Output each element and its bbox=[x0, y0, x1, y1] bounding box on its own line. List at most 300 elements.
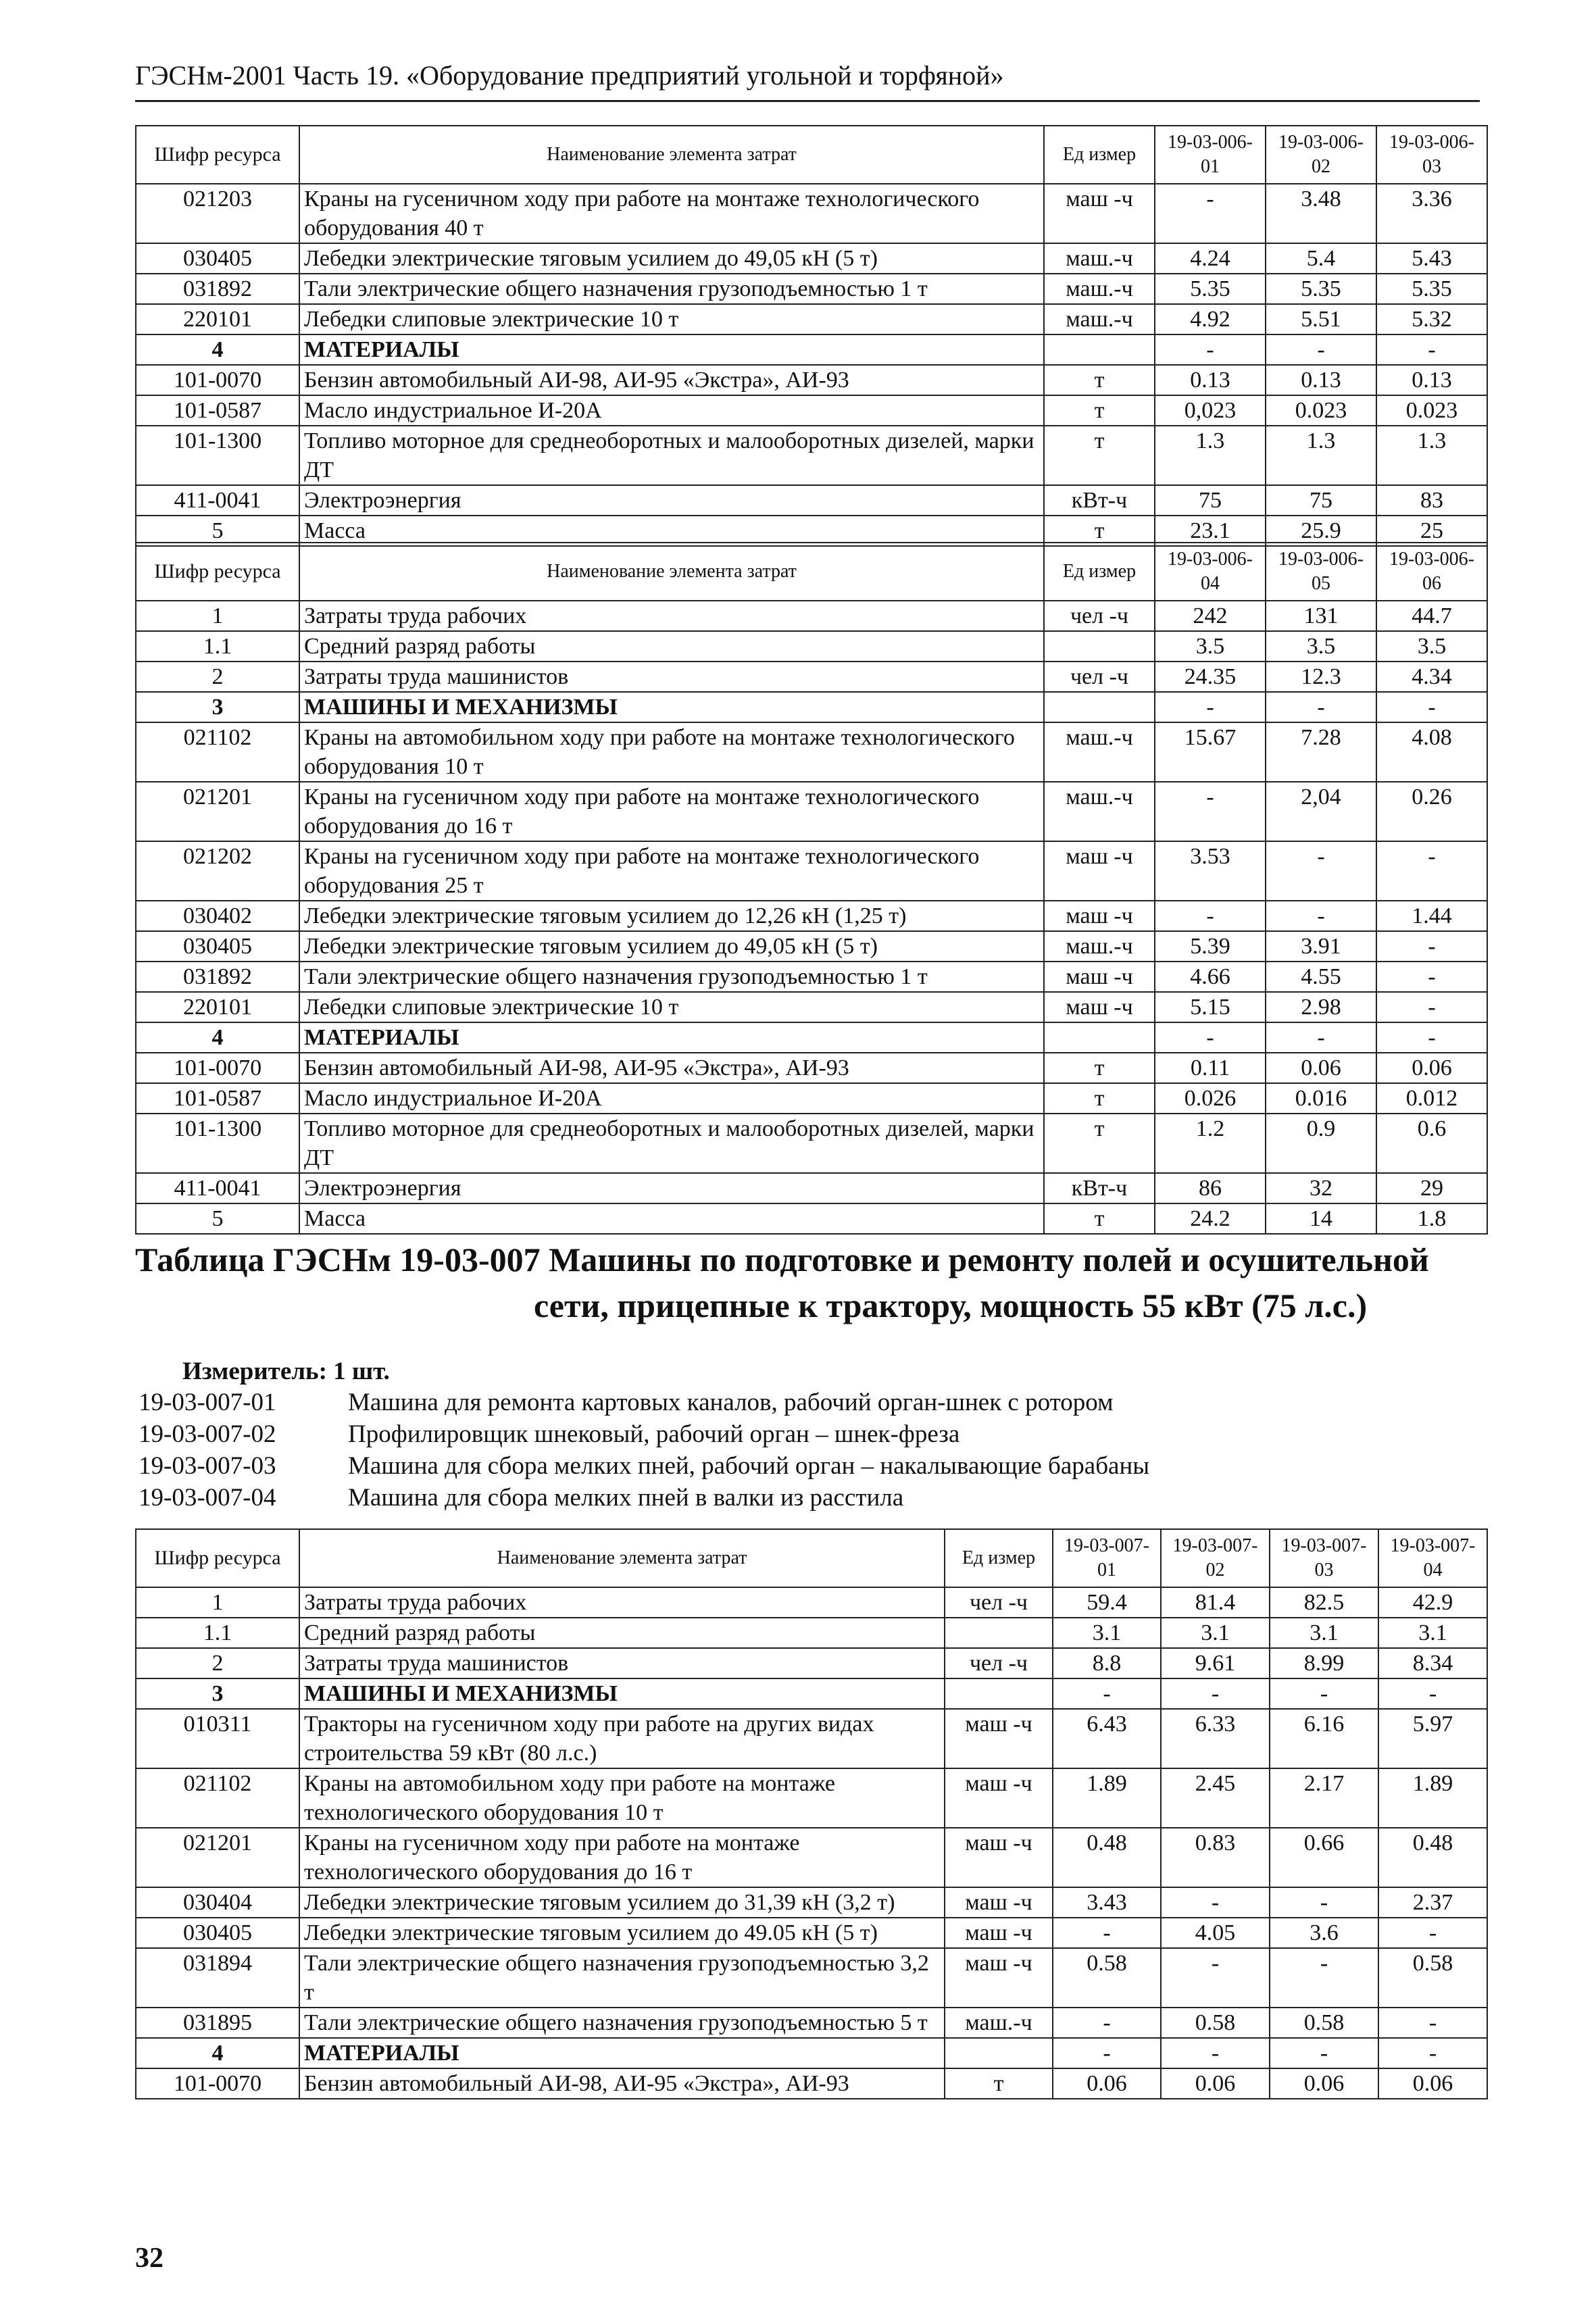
unit: т bbox=[1044, 395, 1155, 426]
value-variant-3: - bbox=[1376, 962, 1487, 992]
table-row bbox=[136, 395, 1487, 426]
table-body bbox=[136, 601, 1487, 1234]
value-variant-1: - bbox=[1155, 1022, 1266, 1053]
unit: маш -ч bbox=[1044, 992, 1155, 1022]
value-variant-1: - bbox=[1155, 334, 1266, 365]
resource-code: 5 bbox=[136, 516, 299, 546]
value-variant-3: 1.3 bbox=[1376, 426, 1487, 485]
table-body bbox=[136, 184, 1487, 546]
value-variant-2: - bbox=[1266, 901, 1376, 931]
variant-row bbox=[139, 1450, 1149, 1482]
value-variant-1: 5.15 bbox=[1155, 992, 1266, 1022]
section-title-line-2: сети, прицепные к трактору, мощность 55 кВт (75 л.с.) bbox=[534, 1287, 1368, 1324]
meter-label: Измеритель: bbox=[182, 1358, 327, 1385]
value-variant-3: 82.5 bbox=[1270, 1587, 1378, 1618]
value-variant-3: 5.35 bbox=[1376, 274, 1487, 304]
value-variant-4: 0.48 bbox=[1378, 1828, 1487, 1887]
variant-text: Машина для сбора мелких пней в валки из расстила bbox=[348, 1484, 904, 1512]
value-variant-2: 9.61 bbox=[1161, 1648, 1270, 1678]
value-variant-2: 12.3 bbox=[1266, 662, 1376, 692]
variant-text: Профилировщик шнековый, рабочий орган – шнек-фреза bbox=[348, 1420, 960, 1448]
value-variant-3: - bbox=[1270, 1887, 1378, 1918]
table-row bbox=[136, 962, 1487, 992]
value-variant-1: 0.11 bbox=[1155, 1053, 1266, 1083]
value-variant-2: 75 bbox=[1266, 485, 1376, 516]
table-row bbox=[136, 1887, 1487, 1918]
col-header-variant-2: 19-03-006-05 bbox=[1266, 543, 1376, 601]
value-variant-3: - bbox=[1376, 992, 1487, 1022]
value-variant-3: 44.7 bbox=[1376, 601, 1487, 631]
running-header: ГЭСНм-2001 Часть 19. «Оборудование предприятий угольной и торфяной» bbox=[135, 60, 1004, 91]
value-variant-2: - bbox=[1161, 1887, 1270, 1918]
col-header-name: Наименование элемента затрат bbox=[299, 126, 1044, 184]
resource-code: 101-1300 bbox=[136, 1114, 299, 1173]
item-name: МАШИНЫ И МЕХАНИЗМЫ bbox=[299, 1678, 945, 1709]
item-name: Краны на гусеничном ходу при работе на монтаже технологического оборудования до 16 т bbox=[299, 782, 1044, 841]
table-row bbox=[136, 722, 1487, 782]
value-variant-1: 1.2 bbox=[1155, 1114, 1266, 1173]
value-variant-2: 25.9 bbox=[1266, 516, 1376, 546]
col-header-code: Шифр ресурса bbox=[136, 1529, 299, 1587]
value-variant-2: 2.45 bbox=[1161, 1768, 1270, 1828]
item-name: Лебедки слиповые электрические 10 т bbox=[299, 304, 1044, 334]
resource-code: 1 bbox=[136, 1587, 299, 1618]
value-variant-2: 0.13 bbox=[1266, 365, 1376, 395]
value-variant-1: 0.58 bbox=[1053, 1948, 1161, 2008]
value-variant-1: 1.89 bbox=[1053, 1768, 1161, 1828]
resource-code: 030405 bbox=[136, 243, 299, 274]
value-variant-2: 3.5 bbox=[1266, 631, 1376, 662]
unit: чел -ч bbox=[945, 1587, 1053, 1618]
col-header-variant-1: 19-03-006-01 bbox=[1155, 126, 1266, 184]
value-variant-2: 2,04 bbox=[1266, 782, 1376, 841]
value-variant-3: - bbox=[1270, 1678, 1378, 1709]
col-header-name: Наименование элемента затрат bbox=[299, 543, 1044, 601]
unit: маш -ч bbox=[1044, 841, 1155, 901]
variant-row bbox=[139, 1482, 1149, 1514]
value-variant-1: 1.3 bbox=[1155, 426, 1266, 485]
value-variant-2: 5.35 bbox=[1266, 274, 1376, 304]
item-name: Тали электрические общего назначения грузоподъемностью 3,2 т bbox=[299, 1948, 945, 2008]
value-variant-2: 4.05 bbox=[1161, 1918, 1270, 1948]
unit: маш -ч bbox=[945, 1887, 1053, 1918]
table-section-row bbox=[136, 334, 1487, 365]
item-name: Лебедки электрические тяговым усилием до 49,05 кН (5 т) bbox=[299, 243, 1044, 274]
unit: чел -ч bbox=[1044, 601, 1155, 631]
value-variant-1: 8.8 bbox=[1053, 1648, 1161, 1678]
header-rule bbox=[135, 100, 1480, 102]
variant-row bbox=[139, 1418, 1149, 1450]
value-variant-3: 5.43 bbox=[1376, 243, 1487, 274]
value-variant-2: 2.98 bbox=[1266, 992, 1376, 1022]
value-variant-3: 29 bbox=[1376, 1173, 1487, 1203]
value-variant-2: - bbox=[1161, 2038, 1270, 2068]
resource-code: 411-0041 bbox=[136, 485, 299, 516]
value-variant-2: 0.58 bbox=[1161, 2008, 1270, 2038]
section-title bbox=[135, 1237, 1487, 1328]
value-variant-3: 1.8 bbox=[1376, 1203, 1487, 1234]
value-variant-3: 0.06 bbox=[1376, 1053, 1487, 1083]
value-variant-4: 8.34 bbox=[1378, 1648, 1487, 1678]
value-variant-3: 8.99 bbox=[1270, 1648, 1378, 1678]
value-variant-3: - bbox=[1376, 841, 1487, 901]
variant-text: Машина для сбора мелких пней, рабочий орган – накалывающие барабаны bbox=[348, 1452, 1150, 1480]
value-variant-1: 4.24 bbox=[1155, 243, 1266, 274]
resource-code: 021202 bbox=[136, 841, 299, 901]
table-19-03-006-04-06 bbox=[135, 542, 1488, 1235]
value-variant-1: - bbox=[1155, 782, 1266, 841]
col-header-variant-3: 19-03-006-06 bbox=[1376, 543, 1487, 601]
resource-code: 220101 bbox=[136, 992, 299, 1022]
value-variant-3: - bbox=[1270, 2038, 1378, 2068]
unit: маш -ч bbox=[945, 1918, 1053, 1948]
unit: т bbox=[1044, 516, 1155, 546]
table-row bbox=[136, 662, 1487, 692]
item-name: Масса bbox=[299, 1203, 1044, 1234]
unit: маш -ч bbox=[945, 1709, 1053, 1768]
value-variant-2: 0.9 bbox=[1266, 1114, 1376, 1173]
variant-row bbox=[139, 1387, 1149, 1418]
table-19-03-006-01-03 bbox=[135, 125, 1488, 547]
col-header-variant-2: 19-03-007-02 bbox=[1161, 1529, 1270, 1587]
value-variant-1: 86 bbox=[1155, 1173, 1266, 1203]
unit: т bbox=[1044, 1083, 1155, 1114]
value-variant-2: 1.3 bbox=[1266, 426, 1376, 485]
value-variant-3: - bbox=[1376, 931, 1487, 962]
unit: маш.-ч bbox=[1044, 931, 1155, 962]
table-row bbox=[136, 782, 1487, 841]
col-header-code: Шифр ресурса bbox=[136, 126, 299, 184]
table-row bbox=[136, 1203, 1487, 1234]
resource-code: 031892 bbox=[136, 274, 299, 304]
resource-code: 4 bbox=[136, 334, 299, 365]
value-variant-3: 0.58 bbox=[1270, 2008, 1378, 2038]
resource-code: 3 bbox=[136, 1678, 299, 1709]
unit: т bbox=[1044, 365, 1155, 395]
unit: т bbox=[1044, 426, 1155, 485]
col-header-unit: Ед измер bbox=[1044, 543, 1155, 601]
resource-code: 030405 bbox=[136, 931, 299, 962]
value-variant-2: - bbox=[1161, 1948, 1270, 2008]
value-variant-1: 15.67 bbox=[1155, 722, 1266, 782]
value-variant-3: 0.13 bbox=[1376, 365, 1487, 395]
table-row bbox=[136, 184, 1487, 243]
item-name: МАТЕРИАЛЫ bbox=[299, 1022, 1044, 1053]
item-name: Лебедки слиповые электрические 10 т bbox=[299, 992, 1044, 1022]
table-row bbox=[136, 601, 1487, 631]
value-variant-1: 0,023 bbox=[1155, 395, 1266, 426]
value-variant-2: - bbox=[1266, 841, 1376, 901]
value-variant-1: - bbox=[1155, 692, 1266, 722]
value-variant-1: 5.35 bbox=[1155, 274, 1266, 304]
table-row bbox=[136, 2068, 1487, 2099]
unit: маш.-ч bbox=[1044, 304, 1155, 334]
unit bbox=[945, 1678, 1053, 1709]
item-name: Краны на гусеничном ходу при работе на монтаже технологического оборудования 25 т bbox=[299, 841, 1044, 901]
value-variant-3: 0.6 bbox=[1376, 1114, 1487, 1173]
value-variant-1: 0.13 bbox=[1155, 365, 1266, 395]
item-name: Бензин автомобильный АИ-98, АИ-95 «Экстра», АИ-93 bbox=[299, 1053, 1044, 1083]
col-header-variant-1: 19-03-006-04 bbox=[1155, 543, 1266, 601]
col-header-variant-2: 19-03-006-02 bbox=[1266, 126, 1376, 184]
table-row bbox=[136, 1768, 1487, 1828]
resource-code: 220101 bbox=[136, 304, 299, 334]
value-variant-1: - bbox=[1155, 184, 1266, 243]
unit: маш.-ч bbox=[1044, 782, 1155, 841]
item-name: МАШИНЫ И МЕХАНИЗМЫ bbox=[299, 692, 1044, 722]
value-variant-3: 0.66 bbox=[1270, 1828, 1378, 1887]
unit: т bbox=[945, 2068, 1053, 2099]
resource-code: 2 bbox=[136, 1648, 299, 1678]
value-variant-2: - bbox=[1266, 692, 1376, 722]
value-variant-2: - bbox=[1266, 334, 1376, 365]
table-row bbox=[136, 1083, 1487, 1114]
item-name: Краны на гусеничном ходу при работе на монтаже технологического оборудования 40 т bbox=[299, 184, 1044, 243]
value-variant-1: 0.06 bbox=[1053, 2068, 1161, 2099]
table-section-row bbox=[136, 1022, 1487, 1053]
variant-list bbox=[139, 1387, 1149, 1514]
item-name: Электроэнергия bbox=[299, 1173, 1044, 1203]
item-name: Краны на автомобильном ходу при работе на монтаже технологического оборудования 10 т bbox=[299, 1768, 945, 1828]
table-row bbox=[136, 485, 1487, 516]
item-name: Затраты труда машинистов bbox=[299, 662, 1044, 692]
value-variant-4: 1.89 bbox=[1378, 1768, 1487, 1828]
item-name: Электроэнергия bbox=[299, 485, 1044, 516]
meter-value: 1 шт. bbox=[333, 1358, 390, 1385]
resource-code: 021102 bbox=[136, 722, 299, 782]
value-variant-2: 3.48 bbox=[1266, 184, 1376, 243]
item-name: МАТЕРИАЛЫ bbox=[299, 334, 1044, 365]
value-variant-1: 23.1 bbox=[1155, 516, 1266, 546]
value-variant-2: 14 bbox=[1266, 1203, 1376, 1234]
unit: маш -ч bbox=[1044, 184, 1155, 243]
resource-code: 021201 bbox=[136, 1828, 299, 1887]
value-variant-3: 5.32 bbox=[1376, 304, 1487, 334]
resource-code: 4 bbox=[136, 1022, 299, 1053]
table-row bbox=[136, 1053, 1487, 1083]
unit: т bbox=[1044, 1114, 1155, 1173]
value-variant-3: - bbox=[1376, 692, 1487, 722]
item-name: Тали электрические общего назначения грузоподъемностью 1 т bbox=[299, 962, 1044, 992]
value-variant-2: 7.28 bbox=[1266, 722, 1376, 782]
unit: кВт-ч bbox=[1044, 485, 1155, 516]
unit: чел -ч bbox=[945, 1648, 1053, 1678]
resource-code: 031895 bbox=[136, 2008, 299, 2038]
table-row bbox=[136, 1709, 1487, 1768]
unit: маш -ч bbox=[1044, 962, 1155, 992]
table-row bbox=[136, 1918, 1487, 1948]
item-name: Бензин автомобильный АИ-98, АИ-95 «Экстра», АИ-93 bbox=[299, 365, 1044, 395]
col-header-variant-1: 19-03-007-01 bbox=[1053, 1529, 1161, 1587]
table-row bbox=[136, 992, 1487, 1022]
variant-code: 19-03-007-04 bbox=[139, 1484, 276, 1512]
table-row bbox=[136, 1587, 1487, 1618]
unit: маш.-ч bbox=[1044, 722, 1155, 782]
unit: маш.-ч bbox=[1044, 274, 1155, 304]
resource-code: 030405 bbox=[136, 1918, 299, 1948]
value-variant-2: 131 bbox=[1266, 601, 1376, 631]
value-variant-2: 32 bbox=[1266, 1173, 1376, 1203]
resource-code: 101-1300 bbox=[136, 426, 299, 485]
item-name: Затраты труда машинистов bbox=[299, 1648, 945, 1678]
table-row bbox=[136, 841, 1487, 901]
value-variant-4: 5.97 bbox=[1378, 1709, 1487, 1768]
value-variant-4: 3.1 bbox=[1378, 1618, 1487, 1648]
value-variant-3: 3.6 bbox=[1270, 1918, 1378, 1948]
value-variant-3: 3.1 bbox=[1270, 1618, 1378, 1648]
resource-code: 031892 bbox=[136, 962, 299, 992]
variant-code: 19-03-007-03 bbox=[139, 1452, 276, 1480]
value-variant-2: - bbox=[1266, 1022, 1376, 1053]
meter bbox=[182, 1357, 390, 1386]
resource-code: 3 bbox=[136, 692, 299, 722]
variant-code: 19-03-007-02 bbox=[139, 1420, 276, 1448]
table-section-row bbox=[136, 1678, 1487, 1709]
value-variant-4: 0.06 bbox=[1378, 2068, 1487, 2099]
value-variant-3: 1.44 bbox=[1376, 901, 1487, 931]
unit bbox=[945, 2038, 1053, 2068]
value-variant-1: 24.35 bbox=[1155, 662, 1266, 692]
value-variant-1: 3.43 bbox=[1053, 1887, 1161, 1918]
value-variant-1: 6.43 bbox=[1053, 1709, 1161, 1768]
item-name: Краны на автомобильном ходу при работе на монтаже технологического оборудования 10 т bbox=[299, 722, 1044, 782]
item-name: Тали электрические общего назначения грузоподъемностью 1 т bbox=[299, 274, 1044, 304]
value-variant-2: 81.4 bbox=[1161, 1587, 1270, 1618]
value-variant-1: 0.026 bbox=[1155, 1083, 1266, 1114]
item-name: Бензин автомобильный АИ-98, АИ-95 «Экстра», АИ-93 bbox=[299, 2068, 945, 2099]
item-name: Лебедки электрические тяговым усилием до 49.05 кН (5 т) bbox=[299, 1918, 945, 1948]
value-variant-2: 0.016 bbox=[1266, 1083, 1376, 1114]
value-variant-1: - bbox=[1053, 2008, 1161, 2038]
table-row bbox=[136, 304, 1487, 334]
value-variant-2: 3.91 bbox=[1266, 931, 1376, 962]
value-variant-1: 3.53 bbox=[1155, 841, 1266, 901]
item-name: Тали электрические общего назначения грузоподъемностью 5 т bbox=[299, 2008, 945, 2038]
value-variant-4: 2.37 bbox=[1378, 1887, 1487, 1918]
value-variant-2: 5.51 bbox=[1266, 304, 1376, 334]
unit bbox=[1044, 692, 1155, 722]
value-variant-3: 25 bbox=[1376, 516, 1487, 546]
value-variant-1: 4.66 bbox=[1155, 962, 1266, 992]
unit: маш -ч bbox=[945, 1828, 1053, 1887]
value-variant-3: 3.36 bbox=[1376, 184, 1487, 243]
col-header-variant-3: 19-03-007-03 bbox=[1270, 1529, 1378, 1587]
unit bbox=[1044, 334, 1155, 365]
item-name: Топливо моторное для среднеоборотных и малооборотных дизелей, марки ДТ bbox=[299, 426, 1044, 485]
resource-code: 1.1 bbox=[136, 1618, 299, 1648]
resource-code: 1 bbox=[136, 601, 299, 631]
table-row bbox=[136, 1828, 1487, 1887]
value-variant-3: 4.08 bbox=[1376, 722, 1487, 782]
resource-code: 030404 bbox=[136, 1887, 299, 1918]
col-header-unit: Ед измер bbox=[945, 1529, 1053, 1587]
variant-text: Машина для ремонта картовых каналов, рабочий орган-шнек с ротором bbox=[348, 1389, 1114, 1416]
value-variant-4: 0.58 bbox=[1378, 1948, 1487, 2008]
table-row bbox=[136, 631, 1487, 662]
table-row bbox=[136, 1173, 1487, 1203]
table-body bbox=[136, 1587, 1487, 2099]
value-variant-3: - bbox=[1270, 1948, 1378, 2008]
unit: т bbox=[1044, 1053, 1155, 1083]
table-row bbox=[136, 365, 1487, 395]
resource-code: 030402 bbox=[136, 901, 299, 931]
resource-code: 101-0587 bbox=[136, 1083, 299, 1114]
value-variant-1: 5.39 bbox=[1155, 931, 1266, 962]
resource-code: 021203 bbox=[136, 184, 299, 243]
item-name: Масло индустриальное И-20А bbox=[299, 1083, 1044, 1114]
item-name: Масса bbox=[299, 516, 1044, 546]
resource-code: 010311 bbox=[136, 1709, 299, 1768]
table-row bbox=[136, 1648, 1487, 1678]
item-name: Топливо моторное для среднеоборотных и малооборотных дизелей, марки ДТ bbox=[299, 1114, 1044, 1173]
value-variant-3: - bbox=[1376, 334, 1487, 365]
unit: маш -ч bbox=[945, 1768, 1053, 1828]
resource-code: 101-0070 bbox=[136, 2068, 299, 2099]
unit bbox=[945, 1618, 1053, 1648]
value-variant-2: 3.1 bbox=[1161, 1618, 1270, 1648]
unit: маш.-ч bbox=[945, 2008, 1053, 2038]
item-name: Тракторы на гусеничном ходу при работе на других видах строительства 59 кВт (80 л.с.) bbox=[299, 1709, 945, 1768]
page-number: 32 bbox=[135, 2243, 164, 2274]
item-name: Затраты труда рабочих bbox=[299, 601, 1044, 631]
resource-code: 4 bbox=[136, 2038, 299, 2068]
value-variant-4: - bbox=[1378, 1678, 1487, 1709]
unit: маш -ч bbox=[945, 1948, 1053, 2008]
value-variant-1: - bbox=[1155, 901, 1266, 931]
value-variant-3: 6.16 bbox=[1270, 1709, 1378, 1768]
value-variant-1: - bbox=[1053, 1918, 1161, 1948]
unit: т bbox=[1044, 1203, 1155, 1234]
variant-code: 19-03-007-01 bbox=[139, 1389, 276, 1416]
table-section-row bbox=[136, 692, 1487, 722]
unit: маш -ч bbox=[1044, 901, 1155, 931]
value-variant-2: 0.06 bbox=[1266, 1053, 1376, 1083]
value-variant-1: 24.2 bbox=[1155, 1203, 1266, 1234]
resource-code: 021201 bbox=[136, 782, 299, 841]
item-name: Лебедки электрические тяговым усилием до 31,39 кН (3,2 т) bbox=[299, 1887, 945, 1918]
item-name: Лебедки электрические тяговым усилием до 12,26 кН (1,25 т) bbox=[299, 901, 1044, 931]
value-variant-4: - bbox=[1378, 1918, 1487, 1948]
item-name: МАТЕРИАЛЫ bbox=[299, 2038, 945, 2068]
resource-code: 411-0041 bbox=[136, 1173, 299, 1203]
resource-code: 1.1 bbox=[136, 631, 299, 662]
item-name: Средний разряд работы bbox=[299, 1618, 945, 1648]
table-19-03-007 bbox=[135, 1528, 1488, 2099]
table-row bbox=[136, 426, 1487, 485]
unit: маш.-ч bbox=[1044, 243, 1155, 274]
value-variant-3: 0.012 bbox=[1376, 1083, 1487, 1114]
value-variant-1: 4.92 bbox=[1155, 304, 1266, 334]
value-variant-3: 0.023 bbox=[1376, 395, 1487, 426]
value-variant-3: 4.34 bbox=[1376, 662, 1487, 692]
item-name: Краны на гусеничном ходу при работе на монтаже технологического оборудования до 16 т bbox=[299, 1828, 945, 1887]
table-row bbox=[136, 1948, 1487, 2008]
resource-code: 101-0587 bbox=[136, 395, 299, 426]
resource-code: 101-0070 bbox=[136, 365, 299, 395]
value-variant-3: 0.26 bbox=[1376, 782, 1487, 841]
value-variant-2: 6.33 bbox=[1161, 1709, 1270, 1768]
table-row bbox=[136, 901, 1487, 931]
resource-code: 031894 bbox=[136, 1948, 299, 2008]
resource-code: 021102 bbox=[136, 1768, 299, 1828]
value-variant-2: - bbox=[1161, 1678, 1270, 1709]
unit bbox=[1044, 1022, 1155, 1053]
value-variant-2: 5.4 bbox=[1266, 243, 1376, 274]
section-title-line-1: Таблица ГЭСНм 19-03-007 Машины по подготовке и ремонту полей и осушительной bbox=[135, 1241, 1429, 1278]
item-name: Масло индустриальное И-20А bbox=[299, 395, 1044, 426]
value-variant-1: - bbox=[1053, 2038, 1161, 2068]
item-name: Средний разряд работы bbox=[299, 631, 1044, 662]
